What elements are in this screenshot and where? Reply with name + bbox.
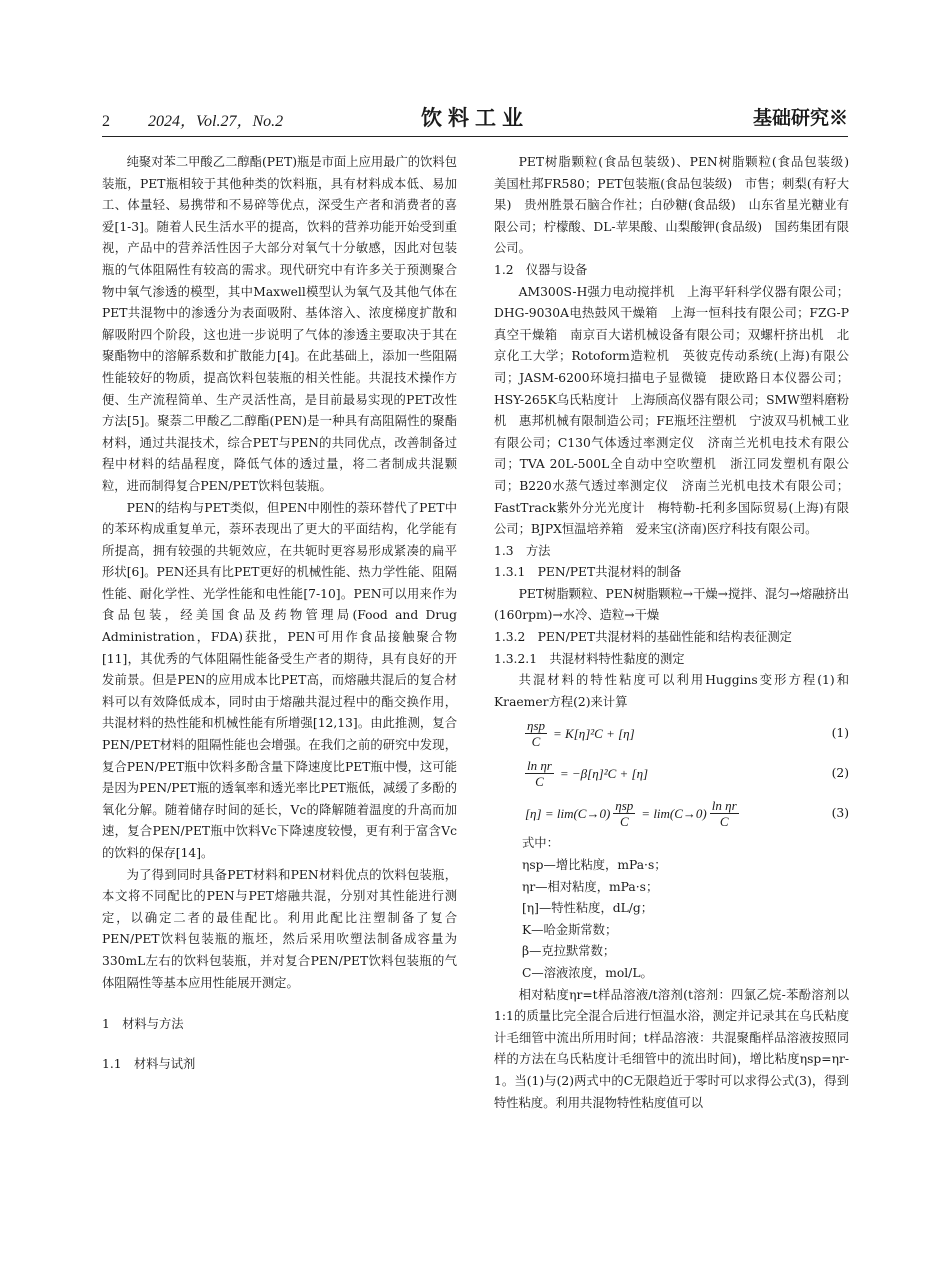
section-heading-1-3-1: 1.3.1 PEN/PET共混材料的制备 — [494, 565, 682, 580]
equation-3-fraction-1: $\frac{\text{ηsp}}{C}$ — [615, 797, 634, 829]
equation-1-number: (1) — [831, 725, 849, 740]
equation-1-fraction: $\frac{\text{ηsp}}{C}$ — [527, 717, 546, 749]
section-heading-1-1: 1.1 材料与试剂 — [102, 1056, 196, 1071]
equation-2: $\frac{\text{ln ηr}}{C}$ = −β[η]²C + [η] (2) — [527, 757, 849, 789]
process-flow: PET树脂颗粒、PEN树脂颗粒→干燥→搅拌、混匀→熔融挤出(160rpm)→水冷、造粒→干燥 — [494, 586, 849, 623]
section-heading-1-3-2-1: 1.3.2.1 共混材料特性黏度的测定 — [494, 651, 685, 666]
definition-item: ηsp—增比粘度，mPa·s； — [522, 858, 667, 873]
instruments-paragraph: AM300S-H强力电动搅拌机 上海平轩科学仪器有限公司；DHG-9030A电热鼓风干燥箱 上海一恒科技有限公司；FZG-P真空干燥箱 南京百大诺机械设备有限公司；双螺杆挤出机 北京化工大学；Rotoform造粒机 英彼克传动系统(上海)有限公司；JASM-6200环境扫描电子显微镜 捷欧路日本仪器公司；HSY-265K乌氏粘度计 上海颀高仪器有限公司；SMW塑料磨粉机 惠邦机械有限制造公司；FE瓶坯注塑机 宁波双马机械工业有限公司；C130气体透过率测定仪 济南兰光机电技术有限公司；TVA 20L-500L全自动中空吹塑机 浙江同发塑机有限公司；B220水蒸气透过率测定仪 济南兰光机电技术有限公司；FastTrack紫外分光光度计 梅特勒-托利多国际贸易(上海)有限公司；BJPX恒温培养箱 爱来宝(济南)医疗科技有限公司。 — [494, 284, 849, 537]
left-column — [102, 152, 457, 1075]
header-rule — [102, 136, 848, 137]
section-heading-1-3-2: 1.3.2 PEN/PET共混材料的基础性能和结构表征测定 — [494, 630, 792, 645]
page-number: 2 — [102, 113, 110, 130]
journal-title: 饮料工业 — [421, 106, 529, 130]
intro-paragraph-1: 纯聚对苯二甲酸乙二醇酯(PET)瓶是市面上应用最广的饮料包装瓶，PET瓶相较于其他种类的饮料瓶，具有材料成本低、易加工、体量轻、易携带和不易碎等优点，深受生产者和消费者的喜爱[1-3]。随着人民生活水平的提高，饮料的营养功能开始受到重视，产品中的营养活性因子大部分对氧气十分敏感，因此对包装瓶的气体阻隔性有较高的需求。现代研究中有许多关于预测聚合物中氧气渗透的模型，其中Maxwell模型认为氧气及其他气体在PET共混物中的渗透分为表面吸附、基体溶入、浓度梯度扩散和解吸附四个阶段，这也进一步说明了气体的渗透主要取决于其在聚酯物中的溶解系数和扩散能力[4]。在此基础上，添加一些阻隔性能较好的物质，提高饮料包装瓶的相关性能。共混技术操作方便、生产流程简单、生产灵活性高，是目前最易实现的PET改性方法[5]。聚萘二甲酸乙二醇酯(PEN)是一种具有高阻隔性的聚酯材料，通过共混技术，综合PET与PEN的共同优点，改善制备过程中材料的结晶程度，降低气体的透过量，将二者制成共混颗粒，进而制得复合PEN/PET饮料包装瓶。 — [102, 155, 457, 493]
equation-3: [η] = lim(C→0) $\frac{\text{ηsp}}{C}$ = lim(C→0) $\frac{\text{ln ηr}}{C}$ (3) — [525, 797, 849, 829]
definition-intro: 式中： — [522, 836, 559, 851]
relative-viscosity-paragraph: 相对粘度ηr=t样品溶液/t溶剂(t溶剂：四氯乙烷-苯酚溶剂以1:1的质量比完全混合后进行恒温水浴，测定并记录其在乌氏粘度计毛细管中流出所用时间；t样品溶液：共混聚酯样品溶液按照同样的方法在乌氏粘度计毛细管中的流出时间)，增比粘度ηsp=ηr-1。当(1)与(2)两式中的C无限趋近于零时可以求得公式(3)，得到特性粘度。利用共混物特性粘度值可以 — [494, 987, 849, 1110]
equation-3-number: (3) — [831, 805, 849, 820]
issue-info — [102, 108, 283, 131]
section-heading-1-2: 1.2 仪器与设备 — [494, 262, 588, 277]
materials-paragraph: PET树脂颗粒(食品包装级)、PEN树脂颗粒(食品包装级) 美国杜邦FR580；PET包装瓶(食品包装级) 市售；刺梨(有籽大果) 贵州胜景石脑合作社；白砂糖(食品级) 山东省星光糖业有限公司；柠檬酸、DL-苹果酸、山梨酸钾(食品级) 国药集团有限公司。 — [494, 155, 862, 256]
issue-label: 2024，Vol.27，No.2 — [148, 113, 284, 130]
equation-2-fraction: $\frac{\text{ln ηr}}{C}$ — [527, 757, 552, 789]
equation-1: $\frac{\text{ηsp}}{C}$ = K[η]²C + [η] (1) — [527, 717, 849, 749]
intro-paragraph-2: PEN的结构与PET类似，但PEN中刚性的萘环替代了PET中的苯环构成重复单元，萘环表现出了更大的平面结构，化学能有所提高，拥有较强的共轭效应，在共轭时更容易形成紧凑的扁平形状[6]。PEN还具有比PET更好的机械性能、热力学性能、阻隔性能、耐化学性、光学性能和电性能[7-10]。PEN可以用来作为食品包装，经美国食品及药物管理局(Food and Drug Administration，FDA)获批，PEN可用作食品接触聚合物[11]，其优秀的气体阻隔性能备受生产者的期待，具有良好的开发前景。但是PEN的应用成本比PET高，而熔融共混后的复合材料可以有效降低成本，同时由于熔融共混过程中的酯交换作用，共混材料的热性能和机械性能有所增强[12,13]。由此推测，复合PEN/PET材料的阻隔性能也会增强。在我们之前的研究中发现，复合PEN/PET瓶中饮料多酚含量下降速度比PET瓶中慢，这可能是因为PEN/PET瓶的透氧率和透光率比PET瓶低，减缓了多酚的氧化分解。随着储存时间的延长，Vc的降解随着温度的升高而加速，复合PEN/PET瓶中饮料Vc下降速度较慢，更有利于富含Vc的饮料的保存[14]。 — [102, 500, 457, 860]
page-header — [102, 100, 848, 134]
equation-2-number: (2) — [831, 765, 849, 780]
definition-item: C—溶液浓度，mol/L。 — [522, 966, 653, 980]
intro-paragraph-3: 为了得到同时具备PET材料和PEN材料优点的饮料包装瓶，本文将不同配比的PEN与PET熔融共混，分别对其性能进行测定，以确定二者的最佳配比。利用此配比注塑制备了复合PEN/PET饮料包装瓶的瓶坯，然后采用吹塑法制备成容量为330mL左右的饮料包装瓶，并对复合PEN/PET饮料包装瓶的气体阻隔性等基本应用性能展开测定。 — [102, 867, 457, 990]
equation-3-fraction-2: $\frac{\text{ln ηr}}{C}$ — [711, 797, 737, 829]
viscosity-intro: 共混材料的特性粘度可以利用Huggins变形方程(1)和Kraemer方程(2)来计算 — [494, 673, 849, 709]
definition-item: K—哈金斯常数； — [522, 922, 618, 937]
section-label: 基础研究※ — [752, 107, 848, 129]
definition-item: β—克拉默常数； — [522, 944, 616, 959]
section-heading-1: 1 材料与方法 — [102, 1017, 184, 1032]
definition-item: ηr—相对粘度，mPa·s； — [522, 879, 659, 894]
equation-definitions — [494, 833, 849, 984]
definition-item: [η]—特性粘度，dL/g； — [522, 901, 654, 916]
section-heading-1-3: 1.3 方法 — [494, 543, 551, 558]
right-column — [494, 152, 862, 1114]
